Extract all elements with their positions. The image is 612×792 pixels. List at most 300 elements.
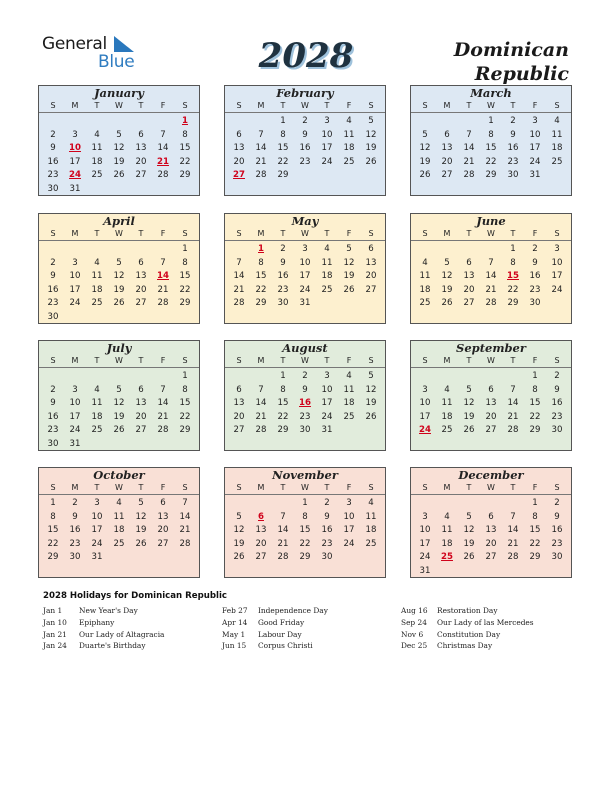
weekday-label: S (368, 101, 374, 110)
day-cell: 7 (510, 384, 516, 395)
weekday-label: T (138, 356, 144, 365)
weekday-label: T (94, 483, 100, 492)
weekday-label: T (94, 101, 100, 110)
day-cell: 22 (277, 156, 289, 167)
weekday-label: T (94, 356, 100, 365)
day-cell: 22 (179, 156, 191, 167)
day-cell: 16 (47, 411, 59, 422)
month-name: October (93, 468, 145, 482)
day-cell: 19 (365, 143, 377, 154)
empty-cell (152, 370, 174, 384)
day-cell: 30 (551, 552, 563, 563)
day-cell: 30 (551, 425, 563, 436)
day-cell: 10 (551, 257, 563, 268)
holiday-column (401, 605, 534, 652)
day-cell: 13 (233, 143, 245, 154)
day-cell: 13 (135, 143, 147, 154)
weekday-label: W (301, 101, 309, 110)
holiday-name: Restoration Day (437, 606, 498, 615)
day-cell: 16 (299, 143, 311, 154)
empty-cell (458, 115, 480, 129)
day-cell: 8 (258, 257, 264, 268)
day-cell: 13 (255, 525, 267, 536)
month-january (38, 85, 200, 196)
empty-cell (272, 497, 294, 511)
holiday-day: 24 (419, 425, 431, 436)
month-august (224, 340, 386, 451)
empty-cell (250, 370, 272, 384)
day-cell: 10 (299, 257, 311, 268)
day-cell: 20 (255, 538, 267, 549)
day-cell: 10 (343, 511, 355, 522)
weekday-label: S (422, 483, 428, 492)
empty-cell (64, 370, 86, 384)
day-cell: 23 (69, 538, 81, 549)
day-cell: 12 (343, 257, 355, 268)
day-cell: 2 (302, 371, 308, 381)
holiday-day: 1 (258, 244, 264, 254)
day-cell: 22 (179, 411, 191, 422)
day-cell: 5 (236, 511, 242, 522)
day-cell: 29 (179, 170, 191, 181)
day-cell: 19 (135, 525, 147, 536)
month-name: February (276, 86, 334, 100)
weekday-label: M (443, 356, 451, 365)
day-cell: 1 (50, 498, 56, 508)
weekday-label: M (257, 356, 265, 365)
holiday-entry (222, 629, 328, 641)
weekday-label: F (532, 229, 538, 238)
day-cell: 8 (182, 384, 188, 395)
holiday-day: 27 (233, 170, 245, 181)
holiday-date: Dec 25 (401, 641, 428, 651)
day-cell: 25 (441, 425, 453, 436)
day-cell: 15 (277, 398, 289, 409)
holiday-date: Feb 27 (222, 606, 248, 615)
weekday-label: M (443, 229, 451, 238)
holidays-title: 2028 Holidays for Dominican Republic (43, 591, 228, 601)
day-cell: 5 (116, 384, 122, 395)
weekday-label: S (422, 229, 428, 238)
country-title (454, 38, 569, 86)
day-cell: 18 (343, 398, 355, 409)
month-february (224, 85, 386, 196)
country-title-line-1: Dominican (453, 39, 569, 61)
day-cell: 16 (321, 525, 333, 536)
day-cell: 27 (441, 170, 453, 181)
day-cell: 11 (91, 271, 103, 282)
holiday-name: Independence Day (258, 606, 328, 615)
day-cell: 21 (277, 538, 289, 549)
day-cell: 3 (324, 371, 330, 381)
day-grid (225, 495, 385, 565)
day-cell: 7 (488, 257, 494, 268)
day-grid (225, 241, 385, 311)
day-cell: 3 (324, 116, 330, 126)
day-cell: 9 (302, 129, 308, 140)
weekday-label: S (50, 356, 56, 365)
holiday-name: Our Lady of las Mercedes (437, 617, 534, 627)
day-cell: 4 (346, 371, 352, 381)
month-name: June (476, 214, 506, 228)
day-cell: 23 (321, 538, 333, 549)
day-cell: 20 (135, 284, 147, 295)
day-cell: 10 (529, 129, 541, 140)
day-cell: 5 (346, 244, 352, 254)
day-cell: 15 (47, 525, 59, 536)
day-cell: 7 (258, 129, 264, 140)
day-cell: 28 (463, 170, 475, 181)
holiday-date: Sep 24 (401, 617, 427, 627)
day-cell: 8 (302, 511, 308, 522)
day-cell: 6 (466, 257, 472, 268)
day-cell: 4 (94, 129, 100, 140)
weekday-label: S (182, 101, 188, 110)
day-cell: 17 (299, 271, 311, 282)
day-cell: 9 (532, 257, 538, 268)
holiday-name: Christmas Day (437, 641, 493, 651)
day-cell: 4 (116, 498, 122, 508)
day-cell: 25 (113, 538, 125, 549)
day-cell: 3 (72, 384, 78, 395)
day-grid (225, 113, 385, 183)
day-cell: 12 (113, 271, 125, 282)
day-cell: 16 (277, 271, 289, 282)
weekday-label: S (182, 229, 188, 238)
day-cell: 25 (91, 170, 103, 181)
empty-cell (42, 115, 64, 129)
empty-cell (108, 370, 130, 384)
holiday-entry (401, 640, 534, 652)
day-cell: 16 (69, 525, 81, 536)
holiday-date: Jan 21 (43, 629, 67, 639)
day-cell: 9 (510, 129, 516, 140)
weekday-label: M (71, 101, 79, 110)
day-cell: 10 (69, 398, 81, 409)
day-cell: 29 (277, 170, 289, 181)
day-cell: 19 (463, 538, 475, 549)
day-cell: 23 (47, 170, 59, 181)
day-cell: 19 (113, 284, 125, 295)
day-cell: 11 (343, 384, 355, 395)
weekday-label: T (280, 229, 286, 238)
empty-cell (152, 115, 174, 129)
weekday-label: F (160, 356, 166, 365)
day-cell: 17 (91, 525, 103, 536)
day-cell: 23 (551, 538, 563, 549)
day-cell: 20 (485, 538, 497, 549)
holiday-date: Nov 6 (401, 629, 424, 639)
day-cell: 19 (365, 398, 377, 409)
holiday-name: Corpus Christi (258, 641, 313, 651)
empty-cell (414, 115, 436, 129)
day-cell: 30 (277, 298, 289, 309)
month-march (410, 85, 572, 196)
day-cell: 21 (157, 411, 169, 422)
day-cell: 2 (532, 244, 538, 254)
holiday-date: Jan 10 (43, 617, 67, 627)
holiday-column (43, 605, 164, 652)
day-cell: 24 (69, 425, 81, 436)
day-cell: 23 (277, 284, 289, 295)
day-cell: 28 (507, 425, 519, 436)
day-cell: 1 (302, 498, 308, 508)
day-cell: 28 (507, 552, 519, 563)
empty-cell (86, 370, 108, 384)
day-cell: 7 (510, 511, 516, 522)
day-cell: 31 (529, 170, 541, 181)
day-cell: 21 (507, 411, 519, 422)
day-cell: 25 (343, 156, 355, 167)
day-cell: 18 (441, 538, 453, 549)
weekday-label: F (532, 356, 538, 365)
day-cell: 11 (113, 511, 125, 522)
empty-cell (42, 370, 64, 384)
day-cell: 12 (135, 511, 147, 522)
weekday-label: T (510, 483, 516, 492)
day-cell: 21 (255, 156, 267, 167)
day-cell: 1 (280, 116, 286, 126)
day-cell: 29 (277, 425, 289, 436)
day-cell: 1 (532, 371, 538, 381)
day-cell: 2 (50, 257, 56, 268)
day-cell: 24 (529, 156, 541, 167)
weekday-label: T (324, 229, 330, 238)
day-cell: 20 (233, 411, 245, 422)
day-cell: 28 (157, 170, 169, 181)
empty-cell (414, 243, 436, 257)
day-cell: 20 (463, 284, 475, 295)
day-cell: 12 (419, 143, 431, 154)
day-cell: 2 (324, 498, 330, 508)
day-cell: 7 (236, 257, 242, 268)
day-cell: 27 (463, 298, 475, 309)
day-cell: 18 (91, 156, 103, 167)
day-cell: 7 (160, 257, 166, 268)
holiday-entry (43, 617, 164, 629)
holiday-entry (222, 640, 328, 652)
day-cell: 3 (302, 244, 308, 254)
holiday-day: 1 (182, 116, 188, 126)
weekday-label: T (324, 101, 330, 110)
day-cell: 29 (47, 552, 59, 563)
month-name: December (458, 468, 524, 482)
empty-cell (42, 243, 64, 257)
weekday-label: S (422, 101, 428, 110)
day-cell: 3 (346, 498, 352, 508)
empty-cell (458, 243, 480, 257)
day-cell: 2 (554, 498, 560, 508)
empty-cell (414, 497, 436, 511)
day-cell: 15 (485, 143, 497, 154)
day-cell: 11 (321, 257, 333, 268)
day-cell: 11 (91, 398, 103, 409)
holiday-name: Constitution Day (437, 629, 501, 639)
day-cell: 9 (280, 257, 286, 268)
weekday-header (411, 482, 571, 495)
day-cell: 26 (113, 298, 125, 309)
day-cell: 16 (551, 525, 563, 536)
day-cell: 12 (463, 525, 475, 536)
weekday-header (411, 355, 571, 368)
holiday-name: Our Lady of Altagracia (79, 629, 165, 639)
day-cell: 3 (72, 129, 78, 140)
day-cell: 19 (113, 411, 125, 422)
empty-cell (502, 497, 524, 511)
day-cell: 26 (135, 538, 147, 549)
day-cell: 2 (554, 371, 560, 381)
empty-cell (130, 243, 152, 257)
empty-cell (152, 243, 174, 257)
day-cell: 20 (157, 525, 169, 536)
day-cell: 7 (280, 511, 286, 522)
weekday-label: T (510, 356, 516, 365)
day-cell: 29 (485, 170, 497, 181)
day-cell: 27 (135, 170, 147, 181)
day-cell: 13 (441, 143, 453, 154)
weekday-label: F (346, 356, 352, 365)
day-cell: 1 (182, 244, 188, 254)
day-cell: 24 (91, 538, 103, 549)
day-grid (39, 113, 199, 197)
weekday-label: S (236, 101, 242, 110)
day-cell: 5 (116, 129, 122, 140)
day-cell: 4 (554, 116, 560, 126)
day-cell: 6 (444, 129, 450, 140)
day-cell: 23 (529, 284, 541, 295)
holiday-date: Jun 15 (222, 641, 247, 651)
day-grid (39, 368, 199, 452)
day-cell: 6 (160, 498, 166, 508)
day-cell: 10 (321, 384, 333, 395)
day-cell: 30 (69, 552, 81, 563)
holiday-entry (43, 640, 164, 652)
day-cell: 24 (69, 298, 81, 309)
day-cell: 11 (551, 129, 563, 140)
day-cell: 3 (94, 498, 100, 508)
weekday-label: M (71, 356, 79, 365)
weekday-label: S (554, 101, 560, 110)
day-cell: 15 (179, 143, 191, 154)
day-cell: 27 (485, 552, 497, 563)
day-cell: 11 (441, 398, 453, 409)
empty-cell (64, 243, 86, 257)
day-cell: 27 (233, 425, 245, 436)
day-cell: 13 (135, 271, 147, 282)
holiday-entry (43, 605, 164, 617)
day-cell: 1 (510, 244, 516, 254)
day-cell: 27 (365, 284, 377, 295)
empty-cell (228, 497, 250, 511)
day-cell: 14 (507, 398, 519, 409)
weekday-label: S (554, 483, 560, 492)
day-cell: 30 (47, 438, 59, 449)
day-cell: 23 (299, 411, 311, 422)
empty-cell (86, 243, 108, 257)
weekday-label: S (50, 101, 56, 110)
day-cell: 12 (113, 143, 125, 154)
day-cell: 17 (419, 411, 431, 422)
day-cell: 5 (116, 257, 122, 268)
day-cell: 26 (463, 552, 475, 563)
weekday-label: F (532, 101, 538, 110)
weekday-label: S (236, 356, 242, 365)
empty-cell (228, 243, 250, 257)
day-cell: 29 (299, 552, 311, 563)
day-cell: 11 (343, 129, 355, 140)
month-name: November (272, 468, 338, 482)
day-cell: 23 (551, 411, 563, 422)
day-cell: 30 (47, 311, 59, 322)
day-cell: 10 (419, 525, 431, 536)
day-cell: 21 (255, 411, 267, 422)
holiday-name: Labour Day (258, 629, 302, 639)
empty-cell (480, 370, 502, 384)
day-cell: 19 (343, 271, 355, 282)
month-name: March (470, 86, 512, 100)
weekday-label: S (182, 483, 188, 492)
day-cell: 10 (419, 398, 431, 409)
day-cell: 8 (532, 511, 538, 522)
day-cell: 25 (343, 411, 355, 422)
holiday-day: 15 (507, 271, 519, 282)
day-cell: 6 (138, 384, 144, 395)
day-cell: 1 (488, 116, 494, 126)
day-cell: 29 (507, 298, 519, 309)
weekday-label: F (160, 483, 166, 492)
day-cell: 30 (507, 170, 519, 181)
day-cell: 20 (485, 411, 497, 422)
day-cell: 28 (157, 298, 169, 309)
day-cell: 26 (463, 425, 475, 436)
day-cell: 11 (91, 143, 103, 154)
day-cell: 18 (91, 284, 103, 295)
day-cell: 3 (554, 244, 560, 254)
weekday-label: F (346, 229, 352, 238)
weekday-label: T (138, 483, 144, 492)
day-cell: 13 (463, 271, 475, 282)
weekday-label: W (301, 356, 309, 365)
day-cell: 26 (419, 170, 431, 181)
day-grid (411, 495, 571, 579)
day-cell: 19 (419, 156, 431, 167)
weekday-label: T (280, 356, 286, 365)
day-cell: 5 (368, 371, 374, 381)
day-cell: 22 (47, 538, 59, 549)
day-cell: 31 (91, 552, 103, 563)
day-cell: 5 (466, 511, 472, 522)
month-name: August (282, 341, 328, 355)
day-cell: 6 (236, 129, 242, 140)
day-grid (39, 495, 199, 565)
month-november (224, 467, 386, 578)
day-cell: 16 (47, 284, 59, 295)
day-cell: 26 (441, 298, 453, 309)
day-cell: 12 (365, 384, 377, 395)
empty-cell (458, 497, 480, 511)
empty-cell (108, 115, 130, 129)
day-cell: 9 (50, 271, 56, 282)
holiday-date: Aug 16 (401, 606, 428, 615)
day-cell: 15 (299, 525, 311, 536)
month-december (410, 467, 572, 578)
day-cell: 16 (551, 398, 563, 409)
weekday-label: M (257, 101, 265, 110)
day-cell: 6 (368, 244, 374, 254)
day-cell: 29 (179, 425, 191, 436)
day-cell: 2 (510, 116, 516, 126)
day-cell: 9 (50, 398, 56, 409)
